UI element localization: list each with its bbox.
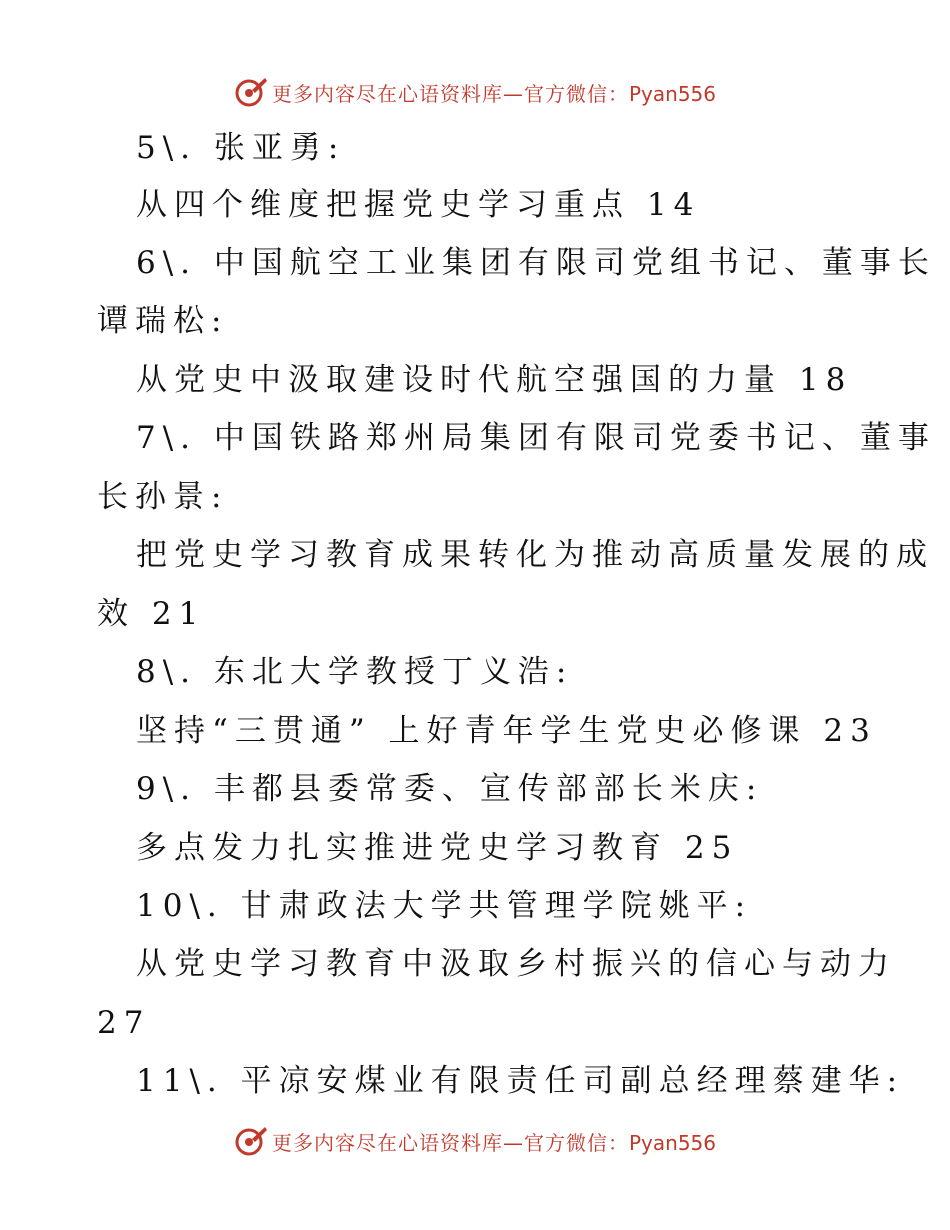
toc-line: 把党史学习教育成果转化为推动高质量发展的成 bbox=[136, 537, 934, 573]
pen-logo-icon bbox=[234, 1124, 268, 1158]
toc-line: 长孙景: bbox=[97, 479, 229, 515]
toc-line: 10\. 甘肃政法大学共管理学院姚平: bbox=[136, 888, 753, 924]
toc-line: 7\. 中国铁路郑州局集团有限司党委书记、董事 bbox=[136, 420, 936, 456]
toc-line: 从四个维度把握党史学习重点 14 bbox=[136, 187, 701, 223]
toc-line: 11\. 平凉安煤业有限责任司副总经理蔡建华: bbox=[136, 1063, 905, 1099]
toc-line: 效 21 bbox=[97, 596, 206, 632]
watermark-header bbox=[0, 72, 950, 112]
watermark-text: 更多内容尽在心语资料库—官方微信：Pyan556 bbox=[271, 81, 716, 106]
pen-logo-icon bbox=[234, 75, 268, 109]
toc-line: 27 bbox=[97, 1005, 151, 1041]
toc-line: 8\. 东北大学教授丁义浩: bbox=[136, 654, 574, 690]
toc-line: 9\. 丰都县委常委、宣传部部长米庆: bbox=[136, 771, 764, 807]
toc-line: 从党史学习教育中汲取乡村振兴的信心与动力 bbox=[136, 946, 896, 982]
toc-line: 多点发力扎实推进党史学习教育 25 bbox=[136, 830, 739, 866]
toc-line: 5\. 张亚勇: bbox=[136, 130, 346, 166]
toc-line: 从党史中汲取建设时代航空强国的力量 18 bbox=[136, 362, 853, 398]
watermark-text: 更多内容尽在心语资料库—官方微信：Pyan556 bbox=[271, 1130, 716, 1155]
toc-line: 坚持“三贯通” 上好青年学生党史必修课 23 bbox=[136, 713, 877, 749]
toc-line: 谭瑞松: bbox=[97, 303, 229, 339]
wechat-id: Pyan556 bbox=[628, 81, 716, 106]
wechat-id: Pyan556 bbox=[628, 1130, 716, 1155]
toc-line: 6\. 中国航空工业集团有限司党组书记、董事长 bbox=[136, 245, 936, 281]
watermark-footer bbox=[0, 1121, 950, 1161]
